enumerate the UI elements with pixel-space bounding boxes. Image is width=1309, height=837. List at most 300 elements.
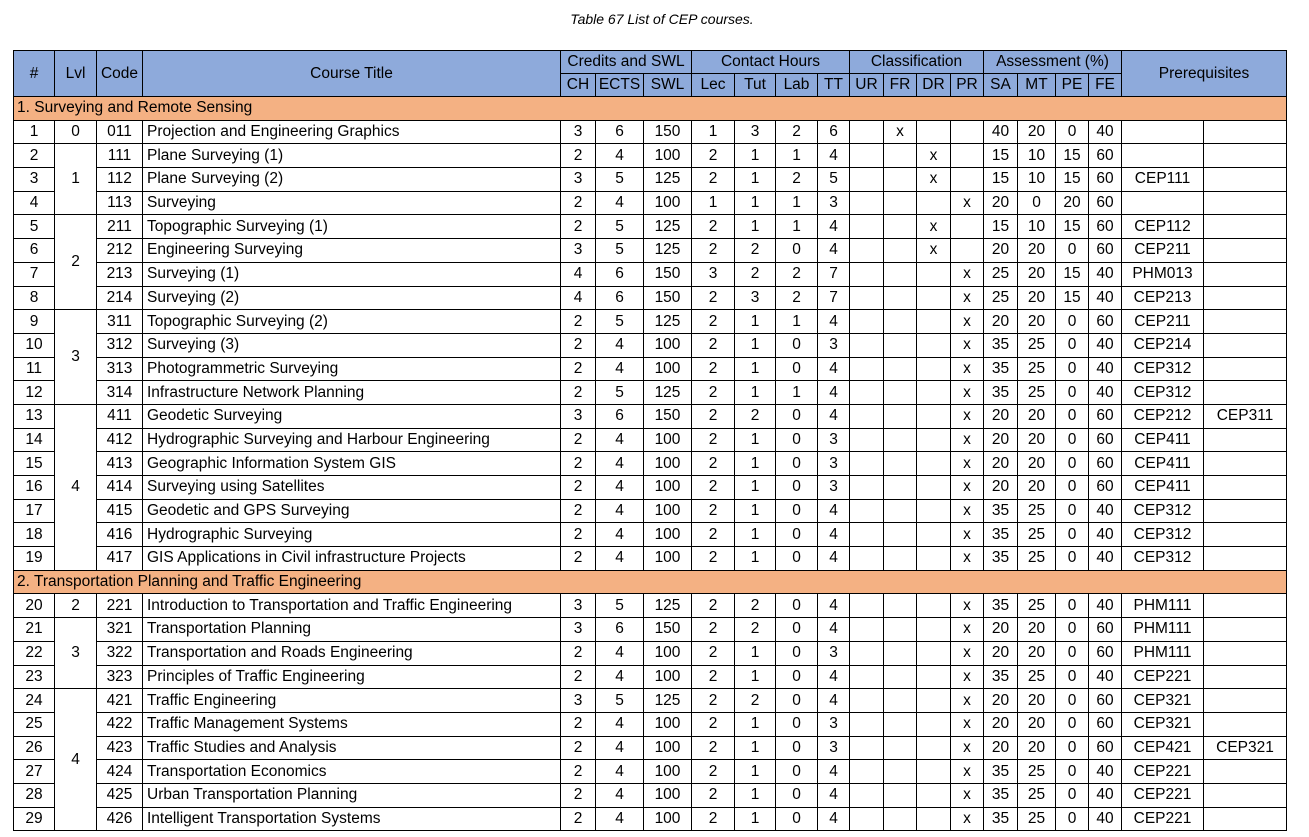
cell-tut: 1 [735,523,776,547]
cell-ects: 5 [596,689,644,713]
cell-pe: 0 [1056,381,1089,405]
header-prerequisites: Prerequisites [1122,51,1287,97]
cell-swl: 100 [644,191,692,215]
cell-code: 412 [97,428,143,452]
cell-tt: 4 [818,381,850,405]
cell-sa: 20 [984,191,1018,215]
cell-fe: 60 [1089,736,1122,760]
cell-pr [951,215,984,239]
cell-p1 [1122,144,1204,168]
cell-tut: 2 [735,618,776,642]
cell-lvl: 4 [55,689,97,831]
cell-title: Introduction to Transportation and Traffic Engineering [143,594,561,618]
table-row [14,357,1287,381]
cell-p2 [1204,381,1287,405]
cell-code: 323 [97,665,143,689]
cell-lvl: 2 [55,215,97,310]
header-tt: TT [818,74,850,97]
cell-pe: 20 [1056,191,1089,215]
cell-tut: 1 [735,381,776,405]
cell-p2: CEP321 [1204,736,1287,760]
cell-dr [917,594,951,618]
cell-ur [850,594,884,618]
cell-pr: x [951,736,984,760]
cell-code: 417 [97,547,143,571]
cell-mt: 25 [1018,783,1056,807]
cell-tt: 3 [818,452,850,476]
cell-p2 [1204,499,1287,523]
cell-code: 111 [97,144,143,168]
cell-pr [951,120,984,144]
cell-pr: x [951,333,984,357]
cell-fe: 60 [1089,168,1122,192]
cell-fe: 40 [1089,547,1122,571]
cell-code: 424 [97,760,143,784]
cell-ur [850,452,884,476]
cell-dr [917,807,951,831]
cell-sa: 20 [984,476,1018,500]
cell-tt: 3 [818,428,850,452]
cell-code: 414 [97,476,143,500]
cell-lab: 0 [776,689,818,713]
cell-pr: x [951,689,984,713]
header-num: # [14,51,55,97]
cell-ects: 4 [596,428,644,452]
cell-fr [884,404,917,428]
cell-p2 [1204,120,1287,144]
cell-code: 421 [97,689,143,713]
cell-ects: 4 [596,191,644,215]
cell-tut: 2 [735,594,776,618]
cell-p2 [1204,262,1287,286]
cell-dr [917,499,951,523]
cell-tt: 4 [818,783,850,807]
cell-tt: 4 [818,310,850,334]
header-lvl: Lvl [55,51,97,97]
cell-ects: 6 [596,262,644,286]
header-swl: SWL [644,74,692,97]
cell-mt: 10 [1018,144,1056,168]
cell-sa: 35 [984,760,1018,784]
cell-fe: 40 [1089,357,1122,381]
cell-p1: PHM013 [1122,262,1204,286]
header-assessment-group: Assessment (%) [984,51,1122,74]
cell-tt: 4 [818,689,850,713]
cell-tut: 3 [735,286,776,310]
cell-fe: 60 [1089,641,1122,665]
cell-ur [850,547,884,571]
table-row [14,215,1287,239]
cell-p2 [1204,333,1287,357]
cell-dr [917,476,951,500]
header-fr: FR [884,74,917,97]
cell-ch: 4 [561,262,596,286]
cell-p2 [1204,712,1287,736]
table-row [14,499,1287,523]
cell-ch: 2 [561,736,596,760]
cell-p2 [1204,286,1287,310]
cell-ch: 2 [561,215,596,239]
cell-ch: 2 [561,310,596,334]
cell-ur [850,144,884,168]
cell-ects: 5 [596,310,644,334]
cell-fr [884,191,917,215]
table-row [14,476,1287,500]
cell-fr [884,310,917,334]
cell-p1: CEP211 [1122,239,1204,263]
cell-p2 [1204,357,1287,381]
cep-courses-table [13,50,1287,831]
cell-tt: 4 [818,499,850,523]
cell-sa: 15 [984,215,1018,239]
cell-sa: 35 [984,499,1018,523]
cell-ch: 2 [561,144,596,168]
cell-tut: 1 [735,215,776,239]
cell-fe: 40 [1089,286,1122,310]
cell-lec: 2 [692,215,735,239]
cell-p1: CEP112 [1122,215,1204,239]
cell-ur [850,262,884,286]
cell-swl: 125 [644,594,692,618]
cell-swl: 100 [644,760,692,784]
table-row [14,594,1287,618]
cell-p1: CEP321 [1122,689,1204,713]
cell-lab: 0 [776,333,818,357]
cell-code: 221 [97,594,143,618]
table-row [14,665,1287,689]
cell-pe: 0 [1056,641,1089,665]
cell-ects: 6 [596,618,644,642]
cell-mt: 20 [1018,476,1056,500]
cell-fr [884,665,917,689]
cell-ch: 2 [561,547,596,571]
cell-ch: 3 [561,239,596,263]
cell-lab: 0 [776,618,818,642]
cell-mt: 20 [1018,689,1056,713]
cell-fe: 40 [1089,665,1122,689]
table-row [14,428,1287,452]
cell-p1: CEP211 [1122,310,1204,334]
cell-sa: 40 [984,120,1018,144]
cell-swl: 125 [644,310,692,334]
cell-p2 [1204,452,1287,476]
cell-mt: 25 [1018,499,1056,523]
cell-ur [850,689,884,713]
cell-lab: 0 [776,404,818,428]
cell-lec: 2 [692,783,735,807]
cell-tut: 1 [735,476,776,500]
cell-fr [884,476,917,500]
cell-ects: 4 [596,144,644,168]
cell-tt: 5 [818,168,850,192]
cell-pe: 15 [1056,262,1089,286]
cell-tt: 4 [818,239,850,263]
cell-mt: 20 [1018,120,1056,144]
cell-lec: 2 [692,760,735,784]
cell-pr: x [951,594,984,618]
cell-tut: 3 [735,120,776,144]
cell-swl: 100 [644,333,692,357]
cell-ur [850,760,884,784]
cell-pe: 15 [1056,144,1089,168]
cell-fe: 60 [1089,191,1122,215]
cell-pe: 0 [1056,476,1089,500]
table-caption: Table 67 List of CEP courses. [570,11,754,27]
cell-ects: 6 [596,120,644,144]
section-title: 2. Transportation Planning and Traffic Engineering [14,570,1287,594]
cell-title: Intelligent Transportation Systems [143,807,561,831]
header-sa: SA [984,74,1018,97]
cell-dr [917,310,951,334]
cell-mt: 25 [1018,333,1056,357]
cell-n: 3 [14,168,55,192]
cell-pr: x [951,476,984,500]
cell-dr [917,641,951,665]
cell-sa: 35 [984,594,1018,618]
cell-tt: 3 [818,736,850,760]
cell-lab: 0 [776,783,818,807]
cell-fe: 60 [1089,476,1122,500]
cell-tt: 4 [818,215,850,239]
cell-ects: 6 [596,286,644,310]
cell-dr [917,665,951,689]
table-row [14,641,1287,665]
cell-lec: 2 [692,476,735,500]
cell-swl: 125 [644,215,692,239]
cell-p1: CEP221 [1122,760,1204,784]
cell-lab: 0 [776,452,818,476]
cell-fe: 60 [1089,712,1122,736]
cell-sa: 20 [984,310,1018,334]
cell-tut: 2 [735,239,776,263]
cell-title: Photogrammetric Surveying [143,357,561,381]
cell-code: 011 [97,120,143,144]
cell-mt: 20 [1018,428,1056,452]
cell-ch: 3 [561,594,596,618]
cell-p1: CEP312 [1122,547,1204,571]
cell-code: 113 [97,191,143,215]
cell-n: 22 [14,641,55,665]
cell-swl: 100 [644,547,692,571]
cell-fr [884,428,917,452]
cell-fe: 40 [1089,594,1122,618]
cell-title: Surveying [143,191,561,215]
cell-title: GIS Applications in Civil infrastructure Projects [143,547,561,571]
cell-tt: 4 [818,144,850,168]
cell-title: Traffic Engineering [143,689,561,713]
cell-swl: 100 [644,665,692,689]
cell-fe: 40 [1089,783,1122,807]
cell-ects: 4 [596,452,644,476]
cell-code: 321 [97,618,143,642]
cell-fe: 40 [1089,120,1122,144]
cell-fr [884,641,917,665]
cell-n: 7 [14,262,55,286]
header-lec: Lec [692,74,735,97]
cell-n: 29 [14,807,55,831]
cell-n: 25 [14,712,55,736]
cell-fr [884,286,917,310]
cell-ur [850,404,884,428]
cell-sa: 20 [984,404,1018,428]
cell-p1: CEP321 [1122,712,1204,736]
cell-lab: 2 [776,120,818,144]
cell-n: 24 [14,689,55,713]
cell-sa: 20 [984,641,1018,665]
cell-ects: 4 [596,357,644,381]
cell-dr [917,428,951,452]
cell-dr [917,618,951,642]
cell-code: 416 [97,523,143,547]
cell-pe: 0 [1056,665,1089,689]
cell-tut: 1 [735,428,776,452]
cell-pr: x [951,499,984,523]
cell-tt: 4 [818,760,850,784]
cell-dr [917,712,951,736]
cell-n: 1 [14,120,55,144]
cell-ects: 5 [596,239,644,263]
cell-code: 422 [97,712,143,736]
cell-n: 20 [14,594,55,618]
cell-pe: 0 [1056,712,1089,736]
cell-p2 [1204,239,1287,263]
cell-dr [917,286,951,310]
cell-n: 2 [14,144,55,168]
cell-lec: 2 [692,404,735,428]
cell-sa: 35 [984,333,1018,357]
cell-ects: 4 [596,499,644,523]
cell-sa: 20 [984,689,1018,713]
cell-swl: 100 [644,499,692,523]
cell-tt: 7 [818,262,850,286]
table-row [14,120,1287,144]
cell-lab: 1 [776,381,818,405]
cell-dr [917,523,951,547]
cell-ch: 2 [561,452,596,476]
cell-dr [917,547,951,571]
cell-title: Geodetic Surveying [143,404,561,428]
cell-mt: 25 [1018,594,1056,618]
cell-ects: 6 [596,404,644,428]
header-lab: Lab [776,74,818,97]
cell-ects: 5 [596,215,644,239]
cell-mt: 20 [1018,239,1056,263]
cell-n: 23 [14,665,55,689]
cell-mt: 25 [1018,547,1056,571]
cell-mt: 25 [1018,357,1056,381]
cell-swl: 100 [644,357,692,381]
cell-title: Plane Surveying (2) [143,168,561,192]
cell-fe: 40 [1089,523,1122,547]
cell-mt: 20 [1018,262,1056,286]
cell-lab: 0 [776,523,818,547]
cell-code: 425 [97,783,143,807]
table-row [14,310,1287,334]
cell-pe: 0 [1056,452,1089,476]
cell-pr: x [951,262,984,286]
cell-p1: CEP312 [1122,357,1204,381]
cell-lab: 0 [776,547,818,571]
table-row [14,452,1287,476]
cell-p1: CEP411 [1122,452,1204,476]
cell-sa: 35 [984,357,1018,381]
cell-swl: 100 [644,783,692,807]
cell-sa: 25 [984,262,1018,286]
cell-title: Hydrographic Surveying and Harbour Engineering [143,428,561,452]
cell-tt: 4 [818,523,850,547]
cell-lab: 1 [776,215,818,239]
cell-ects: 4 [596,665,644,689]
cell-p2 [1204,168,1287,192]
cell-fe: 40 [1089,760,1122,784]
cell-sa: 35 [984,665,1018,689]
cell-code: 423 [97,736,143,760]
cell-fe: 60 [1089,215,1122,239]
cell-fr [884,689,917,713]
cell-fr [884,381,917,405]
cell-lec: 2 [692,357,735,381]
cell-swl: 150 [644,262,692,286]
cell-tut: 1 [735,807,776,831]
cell-dr [917,736,951,760]
cell-ects: 4 [596,641,644,665]
cell-lab: 0 [776,641,818,665]
cell-tut: 1 [735,357,776,381]
table-row [14,760,1287,784]
cell-code: 213 [97,262,143,286]
cell-mt: 10 [1018,215,1056,239]
cell-sa: 20 [984,428,1018,452]
cell-p2 [1204,215,1287,239]
cell-pe: 0 [1056,783,1089,807]
cell-ch: 3 [561,689,596,713]
cell-dr: x [917,168,951,192]
cell-pe: 0 [1056,547,1089,571]
cell-tut: 2 [735,689,776,713]
cell-p1: PHM111 [1122,641,1204,665]
header-contact-group: Contact Hours [692,51,850,74]
cell-p2 [1204,428,1287,452]
table-row [14,712,1287,736]
cell-lec: 2 [692,310,735,334]
cell-ur [850,523,884,547]
cell-ch: 2 [561,760,596,784]
cell-ur [850,665,884,689]
cell-sa: 35 [984,783,1018,807]
cell-ch: 2 [561,476,596,500]
section-title: 1. Surveying and Remote Sensing [14,97,1287,121]
cell-sa: 20 [984,736,1018,760]
cell-n: 17 [14,499,55,523]
cell-lec: 2 [692,428,735,452]
cell-ur [850,807,884,831]
cell-mt: 25 [1018,381,1056,405]
cell-ch: 4 [561,286,596,310]
cell-pe: 0 [1056,333,1089,357]
cell-code: 313 [97,357,143,381]
cell-title: Engineering Surveying [143,239,561,263]
cell-ur [850,215,884,239]
cell-mt: 20 [1018,286,1056,310]
cell-p2 [1204,310,1287,334]
cell-tt: 4 [818,357,850,381]
cell-tut: 1 [735,144,776,168]
cell-code: 314 [97,381,143,405]
cell-title: Projection and Engineering Graphics [143,120,561,144]
cell-sa: 35 [984,807,1018,831]
cell-ur [850,641,884,665]
table-row [14,547,1287,571]
